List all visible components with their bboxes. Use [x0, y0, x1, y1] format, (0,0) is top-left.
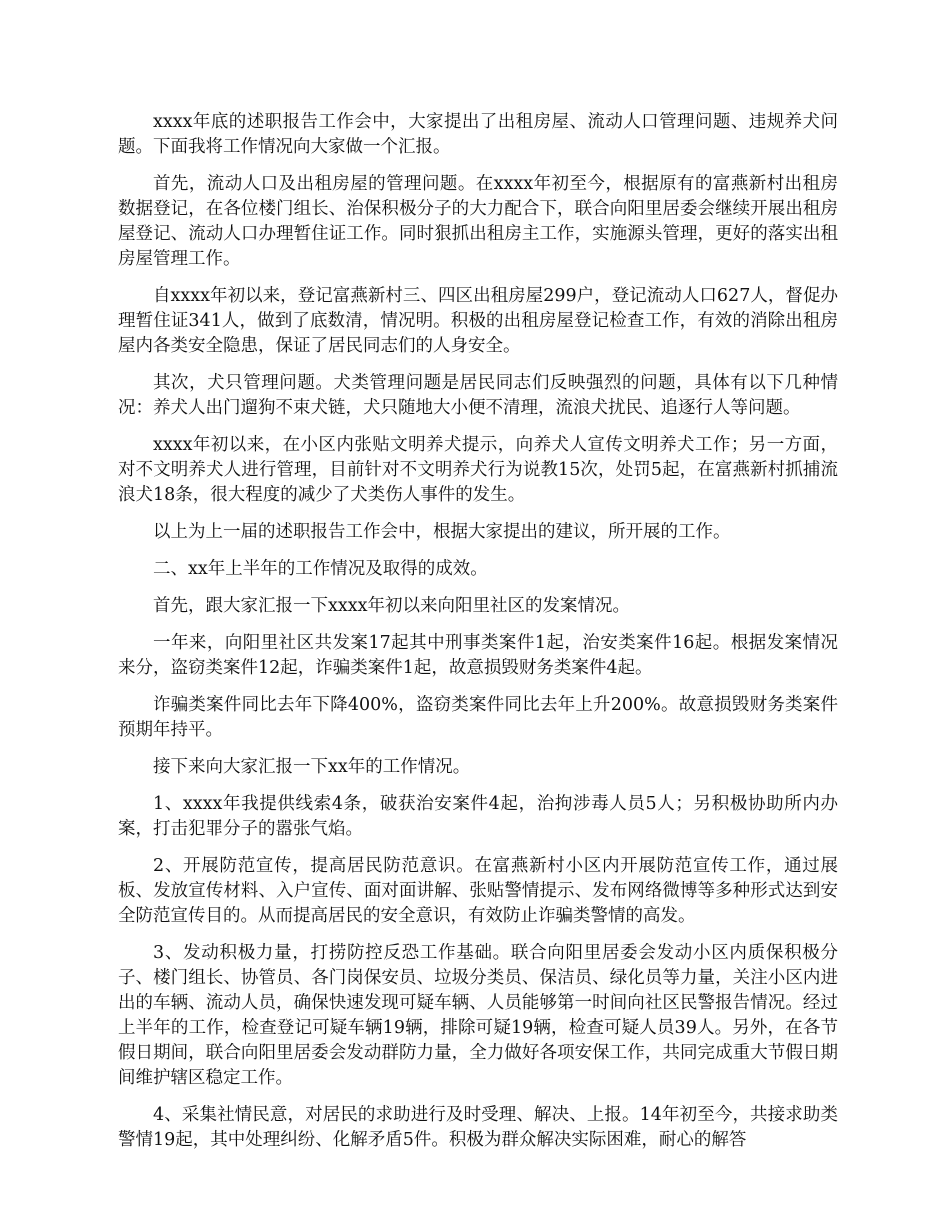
paragraph-8: 首先，跟大家汇报一下xxxx年初以来向阳里社区的发案情况。: [153, 596, 630, 616]
paragraph-11: 接下来向大家汇报一下xx年的工作情况。: [153, 757, 471, 777]
list-item-1: 1、xxxx年我提供线索4条，破获治安案件4起，治拘涉毒人员5人；另积极协助所内办案，打击犯罪分子的嚣张气焰。: [118, 794, 838, 839]
paragraph-6: 以上为上一届的述职报告工作会中，根据大家提出的建议，所开展的工作。: [153, 522, 731, 542]
paragraph-2: 首先，流动人口及出租房屋的管理问题。在xxxx年初至今，根据原有的富燕新村出租房数据登记，在各位楼门组长、治保积极分子的大力配合下，联合向阳里居委会继续开展出租房屋登记、流动人口办理暂住证工作。同时狠抓出租房主工作，实施源头管理，更好的落实出租房屋管理工作。: [118, 174, 838, 269]
paragraph-10: 诈骗类案件同比去年下降400%，盗窃类案件同比去年上升200%。故意损毁财务类案件预期年持平。: [118, 695, 838, 740]
paragraph-3: 自xxxx年初以来，登记富燕新村三、四区出租房屋299户，登记流动人口627人，督促办理暂住证341人，做到了底数清，情况明。积极的出租房屋登记检查工作，有效的消除出租房屋内各类安全隐患，保证了居民同志们的人身安全。: [118, 286, 838, 356]
paragraph-5: xxxx年初以来，在小区内张贴文明养犬提示，向养犬人宣传文明养犬工作；另一方面，对不文明养犬人进行管理，目前针对不文明养犬行为说教15次，处罚5起，在富燕新村抓捕流浪犬18条，很大程度的减少了犬类伤人事件的发生。: [118, 435, 838, 505]
list-item-2: 2、开展防范宣传，提高居民防范意识。在富燕新村小区内开展防范宣传工作，通过展板、发放宣传材料、入户宣传、面对面讲解、张贴警情提示、发布网络微博等多种形式达到安全防范宣传目的。从而提高居民的安全意识，有效防止诈骗类警情的高发。: [118, 856, 838, 926]
list-item-3: 3、发动积极力量，打捞防控反恐工作基础。联合向阳里居委会发动小区内质保积极分子、楼门组长、协管员、各门岗保安员、垃圾分类员、保洁员、绿化员等力量，关注小区内进出的车辆、流动人员，确保快速发现可疑车辆、人员能够第一时间向社区民警报告情况。经过上半年的工作，检查登记可疑车辆19辆，排除可疑19辆，检查可疑人员39人。另外，在各节假日期间，联合向阳里居委会发动群防力量，全力做好各项安保工作，共同完成重大节假日期间维护辖区稳定工作。: [118, 943, 838, 1088]
list-item-4: 4、采集社情民意，对居民的求助进行及时受理、解决、上报。14年初至今，共接求助类警情19起，其中处理纠纷、化解矛盾5件。积极为群众解决实际困难，耐心的解答: [118, 1105, 838, 1150]
paragraph-9: 一年来，向阳里社区共发案17起其中刑事类案件1起，治安类案件16起。根据发案情况来分，盗窃类案件12起，诈骗类案件1起，故意损毁财务类案件4起。: [118, 633, 838, 678]
document-body: [118, 110, 838, 1165]
paragraph-4: 其次，犬只管理问题。犬类管理问题是居民同志们反映强烈的问题，具体有以下几种情况：养犬人出门遛狗不束犬链，犬只随地大小便不清理，流浪犬扰民、追逐行人等问题。: [118, 373, 838, 418]
paragraph-1: xxxx年底的述职报告工作会中，大家提出了出租房屋、流动人口管理问题、违规养犬问题。下面我将工作情况向大家做一个汇报。: [118, 112, 838, 157]
section-heading-2: 二、xx年上半年的工作情况及取得的成效。: [153, 559, 488, 579]
